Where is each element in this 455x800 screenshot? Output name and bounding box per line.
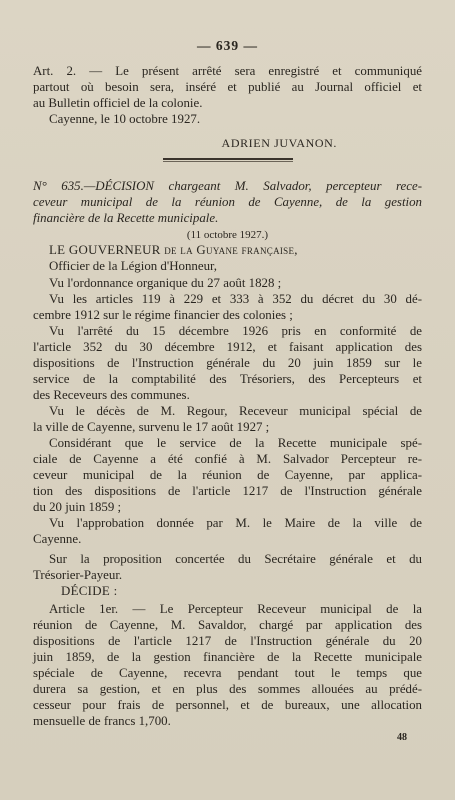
vu-line: Vu l'ordonnance organique du 27 août 1828 ; bbox=[49, 276, 282, 290]
article-line: dispositions de l'article 1217 de l'Instruction générale du 20 bbox=[33, 634, 422, 648]
decision-title-line-2: ceveur municipal de la réunion de Cayenne, de la gestion bbox=[33, 195, 422, 209]
section-divider bbox=[163, 158, 293, 162]
decide-heading: DÉCIDE : bbox=[61, 584, 118, 598]
considerant-line: tion des dispositions de l'article 1217 de l'Instruction générale bbox=[33, 484, 422, 498]
article-line: juin 1859, de la gestion financière de la Recette municipale bbox=[33, 650, 422, 664]
vu-line: Vu l'arrêté du 15 décembre 1926 pris en conformité de bbox=[49, 324, 422, 338]
vu-line: Vu le décès de M. Regour, Receveur municipal spécial de bbox=[49, 404, 422, 418]
arrete-signature: ADRIEN JUVANON. bbox=[221, 136, 337, 150]
article-line: Article 1er. — Le Percepteur Receveur municipal de la bbox=[49, 602, 422, 616]
corner-mark: 48 bbox=[397, 732, 407, 743]
vu-line: des Receveurs des communes. bbox=[33, 388, 190, 402]
arrete-line-1: Art. 2. — Le présent arrêté sera enregistré et communiqué bbox=[33, 64, 422, 78]
proposition-line: Trésorier-Payeur. bbox=[33, 568, 123, 582]
article-line: durera sa gestion, et en plus des sommes allouées au prédé- bbox=[33, 682, 422, 696]
approbation-line: Cayenne. bbox=[33, 532, 82, 546]
vu-line: l'article 352 du 30 décembre 1912, et faisant application des bbox=[33, 340, 422, 354]
vu-line: service de la comptabilité des Trésoriers, des Percepteurs et bbox=[33, 372, 422, 386]
arrete-line-2: partout où besoin sera, inséré et publié au Journal officiel et bbox=[33, 80, 422, 94]
considerant-line: du 20 juin 1859 ; bbox=[33, 500, 122, 514]
decision-date: (11 octobre 1927.) bbox=[186, 229, 269, 241]
decision-title-line-3: financière de la Recette municipale. bbox=[33, 211, 219, 225]
arrete-line-3: au Bulletin officiel de la colonie. bbox=[33, 96, 203, 110]
proposition-line: Sur la proposition concertée du Secrétaire générale et du bbox=[49, 552, 422, 566]
vu-line: dispositions de l'Instruction générale du 20 juin 1859 sur le bbox=[33, 356, 422, 370]
considerant-line: ciale de Cayenne a été confié à M. Salvador Percepteur re- bbox=[33, 452, 422, 466]
considerant-line: Considérant que le service de la Recette municipale spé- bbox=[49, 436, 422, 450]
article-line: cesseur pour frais de personnel, et de bureaux, une allocation bbox=[33, 698, 422, 712]
article-line: mensuelle de francs 1,700. bbox=[33, 714, 171, 728]
arrete-place-date: Cayenne, le 10 octobre 1927. bbox=[49, 112, 201, 126]
decision-title-line-1: N° 635.—DÉCISION chargeant M. Salvador, percepteur rece- bbox=[33, 179, 422, 193]
article-line: spéciale de Cayenne, recevra pendant tout le temps que bbox=[33, 666, 422, 680]
article-line: réunion de Cayenne, M. Savaldor, chargé par application des bbox=[33, 618, 422, 632]
considerant-line: ceveur municipal de la réunion de Cayenne, par applica- bbox=[33, 468, 422, 482]
page-number-header: — 639 — bbox=[197, 38, 258, 53]
intro-officer: Officier de la Légion d'Honneur, bbox=[49, 259, 218, 273]
vu-line: la ville de Cayenne, survenu le 17 août 1927 ; bbox=[33, 420, 270, 434]
intro-governor: LE GOUVERNEUR de la Guyane française, bbox=[49, 243, 298, 257]
approbation-line: Vu l'approbation donnée par M. le Maire de la ville de bbox=[49, 516, 422, 530]
vu-line: Vu les articles 119 à 229 et 333 à 352 du décret du 30 dé- bbox=[49, 292, 422, 306]
vu-line: cembre 1912 sur le régime financier des colonies ; bbox=[33, 308, 293, 322]
